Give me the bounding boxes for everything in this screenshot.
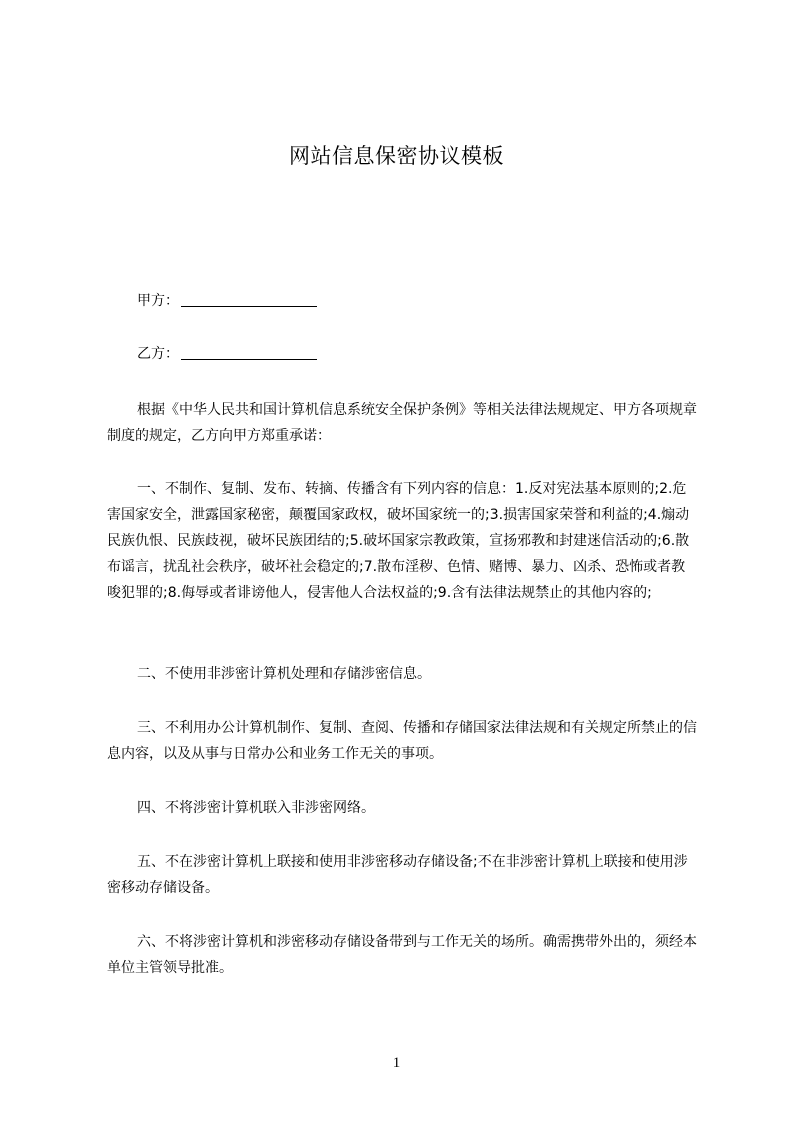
party-b-blank-line xyxy=(181,345,317,360)
intro-paragraph: 根据《中华人民共和国计算机信息系统安全保护条例》等相关法律法规规定、甲方各项规章制度的规定，乙方向甲方郑重承诺： xyxy=(107,402,697,444)
party-b-field xyxy=(137,344,317,364)
party-b-label: 乙方： xyxy=(137,346,179,362)
party-a-field xyxy=(137,291,317,311)
page-number: 1 xyxy=(392,1055,401,1071)
party-a-label: 甲方： xyxy=(137,293,179,309)
clause-6-paragraph: 六、不将涉密计算机和涉密移动存储设备带到与工作无关的场所。确需携带外出的，须经本单位主管领导批准。 xyxy=(107,934,697,976)
clause-5-paragraph: 五、不在涉密计算机上联接和使用非涉密移动存储设备;不在非涉密计算机上联接和使用涉密移动存储设备。 xyxy=(107,854,688,896)
clause-2-paragraph: 二、不使用非涉密计算机处理和存储涉密信息。 xyxy=(137,666,431,682)
clause-4-paragraph: 四、不将涉密计算机联入非涉密网络。 xyxy=(137,800,375,816)
clause-3-paragraph: 三、不利用办公计算机制作、复制、查阅、传播和存储国家法律法规和有关规定所禁止的信息内容，以及从事与日常办公和业务工作无关的事项。 xyxy=(107,720,697,762)
document-title: 网站信息保密协议模板 xyxy=(289,144,504,168)
party-a-blank-line xyxy=(181,292,317,307)
clause-1-paragraph: 一、不制作、复制、发布、转摘、传播含有下列内容的信息：1.反对宪法基本原则的;2.危害国家安全，泄露国家秘密，颠覆国家政权，破坏国家统一的;3.损害国家荣誉和利益的;4.煽动民族仇恨、民族歧视，破坏民族团结的;5.破坏国家宗教政策，宣扬邪教和封建迷信活动的;6.散布谣言，扰乱社会秩序，破坏社会稳定的;7.散布淫秽、色情、赌博、暴力、凶杀、恐怖或者教唆犯罪的;8.侮辱或者诽谤他人，侵害他人合法权益的;9.含有法律法规禁止的其他内容的; xyxy=(107,481,690,601)
